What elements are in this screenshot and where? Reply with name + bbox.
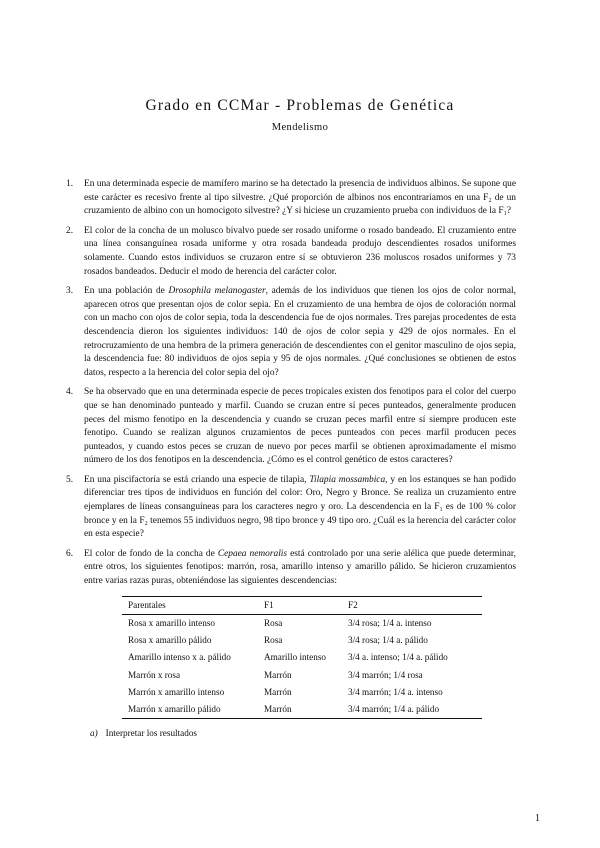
problem-item bbox=[66, 225, 516, 279]
cell-f2: 3/4 marrón; 1/4 rosa bbox=[348, 669, 423, 680]
cell-f1: Rosa bbox=[264, 635, 283, 646]
problem-text-end: está controlado por una serie alélica que puede determinar, entre otros, los siguientes fenotipos: marrón, rosa, amarillo intenso y amarillo pálido. Se hicieron cruzamientos entre varias razas puras, obteniéndose las siguientes descendencias: bbox=[84, 548, 516, 587]
species-name: Cepaea nemoralis bbox=[217, 548, 288, 559]
cell-f1: Amarillo intenso bbox=[264, 652, 327, 663]
table-row bbox=[122, 684, 482, 701]
subquestion-text: Interpretar los resultados bbox=[105, 728, 197, 739]
cell-parentales: Rosa x amarillo pálido bbox=[128, 635, 212, 646]
problem-text: El color de la concha de un molusco bivalvo puede ser rosado uniforme o rosado bandeado. El cruzamiento entre una línea consanguínea rosada uniforme y otra rosada bandeada produjo descendientes rosados uniformes solamente. Cuando estos individuos se cruzaron entre sí se obtuvieron 236 moluscos rosados uniformes y 73 rosados bandeados. Deducir el modo de herencia del carácter color. bbox=[84, 225, 516, 277]
problem-number: 3. bbox=[66, 286, 74, 297]
problem-text-end: , además de los individuos que tienen los ojos de color normal, aparecen otros que presentan ojos de color sepia. En el cruzamiento de una hembra de ojos de coloración normal con un macho con ojos de color sepia, toda la descendencia fue de ojos normales. Tres parejas procedentes de esta descendencia dieron los siguientes individuos: 140 de ojos de color sepia y 429 de ojos normales. En el retrocruzamiento de una hembra de la primera generación de descendientes con el genitor masculino de ojos sepia, la descendencia fue: 80 individuos de ojos sepia y 95 de ojos normales. ¿Qué conclusiones se obtienen de estos datos, respecto a la herencia del color sepia del ojo? bbox=[84, 286, 516, 378]
problem-item bbox=[66, 178, 516, 219]
problem-text bbox=[84, 285, 516, 380]
problem-text: En una determinada especie de mamífero marino se ha detectado la presencia de individuos albinos. Se supone que este carácter es recesivo frente al tipo silvestre. ¿Qué proporción de albinos nos encontraríamos en una F₂ de un cruzamiento de albino con un homocigoto silvestre? ¿Y si hiciese un cruzamiento prueba con individuos de la F₁? bbox=[84, 179, 516, 217]
problem-number: 1. bbox=[66, 179, 74, 189]
header-f1: F1 bbox=[258, 596, 342, 615]
cell-f1: Marrón bbox=[264, 686, 292, 697]
header-parentales: Parentales bbox=[122, 596, 258, 615]
cell-f1: Rosa bbox=[264, 618, 283, 629]
table-row bbox=[122, 650, 482, 667]
problem-number: 5. bbox=[66, 474, 74, 485]
problem-text: Se ha observado que en una determinada especie de peces tropicales existen dos fenotipos para el color del cuerpo que se han denominado punteado y marfil. Cuando se cruzan entre sí peces punteados, generalmente producen peces del mismo fenotipo en la descendencia y cuando se cruzan peces marfil entre sí siempre producen este fenotipo. Cuando se realizan algunos cruzamientos de peces punteados con peces marfil producen peces punteados, y cuando estos peces se cruzan de nuevo por peces marfil se obtienen aproximadamente el mismo número de los dos fenotipos en la descendencia. ¿Cómo es el control genético de estos caracteres? bbox=[84, 387, 516, 466]
problem-number: 2. bbox=[66, 225, 74, 236]
cell-f1: Marrón bbox=[264, 669, 292, 680]
species-name: Tilapia mossambica bbox=[309, 474, 386, 485]
subquestion-label: a) bbox=[90, 728, 98, 739]
cell-f1: Marrón bbox=[258, 701, 342, 719]
cell-f2: 3/4 a. intenso; 1/4 a. pálido bbox=[348, 652, 448, 663]
problem-list bbox=[66, 178, 516, 747]
table-header-row bbox=[122, 596, 482, 615]
species-name: Drosophila melanogaster bbox=[168, 286, 266, 297]
cell-parentales: Rosa x amarillo intenso bbox=[128, 618, 216, 629]
table-row bbox=[122, 701, 482, 719]
cell-f2: 3/4 marrón; 1/4 a. intenso bbox=[348, 686, 443, 697]
problem-item bbox=[66, 285, 516, 380]
cell-f2: 3/4 marrón; 1/4 a. pálido bbox=[342, 701, 482, 719]
problem-text-start: En una piscifactoría se está criando una especie de tilapia, bbox=[84, 474, 310, 485]
problem-number: 6. bbox=[66, 548, 74, 559]
problem-text bbox=[84, 474, 516, 542]
page-subtitle: Mendelismo bbox=[271, 122, 329, 133]
page-title: Grado en CCMar - Problemas de Genética bbox=[145, 97, 455, 114]
problem-item bbox=[66, 474, 516, 542]
problem-text-start: El color de fondo de la concha de bbox=[84, 548, 218, 559]
cell-f2: 3/4 rosa; 1/4 a. pálido bbox=[348, 635, 428, 646]
table-row bbox=[122, 615, 482, 633]
cell-parentales: Marrón x amarillo pálido bbox=[122, 701, 258, 719]
problem-number: 4. bbox=[66, 387, 74, 398]
cell-parentales: Marrón x rosa bbox=[128, 669, 181, 680]
problem-item bbox=[66, 548, 516, 741]
problem-item bbox=[66, 386, 516, 468]
cross-results-table bbox=[122, 596, 482, 720]
header-f2: F2 bbox=[342, 596, 482, 615]
cell-parentales: Amarillo intenso x a. pálido bbox=[128, 652, 231, 663]
subquestion bbox=[90, 727, 516, 741]
cell-parentales: Marrón x amarillo intenso bbox=[128, 686, 225, 697]
problem-text-end: , y en los estanques se han podido diferenciar tres tipos de individuos en función del color: Oro, Negro y Bronce. Se realiza un cruzamiento entre ejemplares de líneas consanguíneas para los caracteres negro y oro. La descendencia en la F₁ es de 100 % color bronce y en la F₂ tenemos 55 individuos negro, 98 tipo bronce y 49 tipo oro. ¿Cuál es la herencia del carácter color en esta especie? bbox=[84, 474, 516, 540]
page-number: 1 bbox=[535, 813, 540, 824]
problem-text-start: En una población de bbox=[84, 286, 169, 297]
table-row bbox=[122, 667, 482, 684]
table-row bbox=[122, 632, 482, 649]
problem-text bbox=[84, 548, 516, 589]
cell-f2: 3/4 rosa; 1/4 a. intenso bbox=[348, 618, 432, 629]
